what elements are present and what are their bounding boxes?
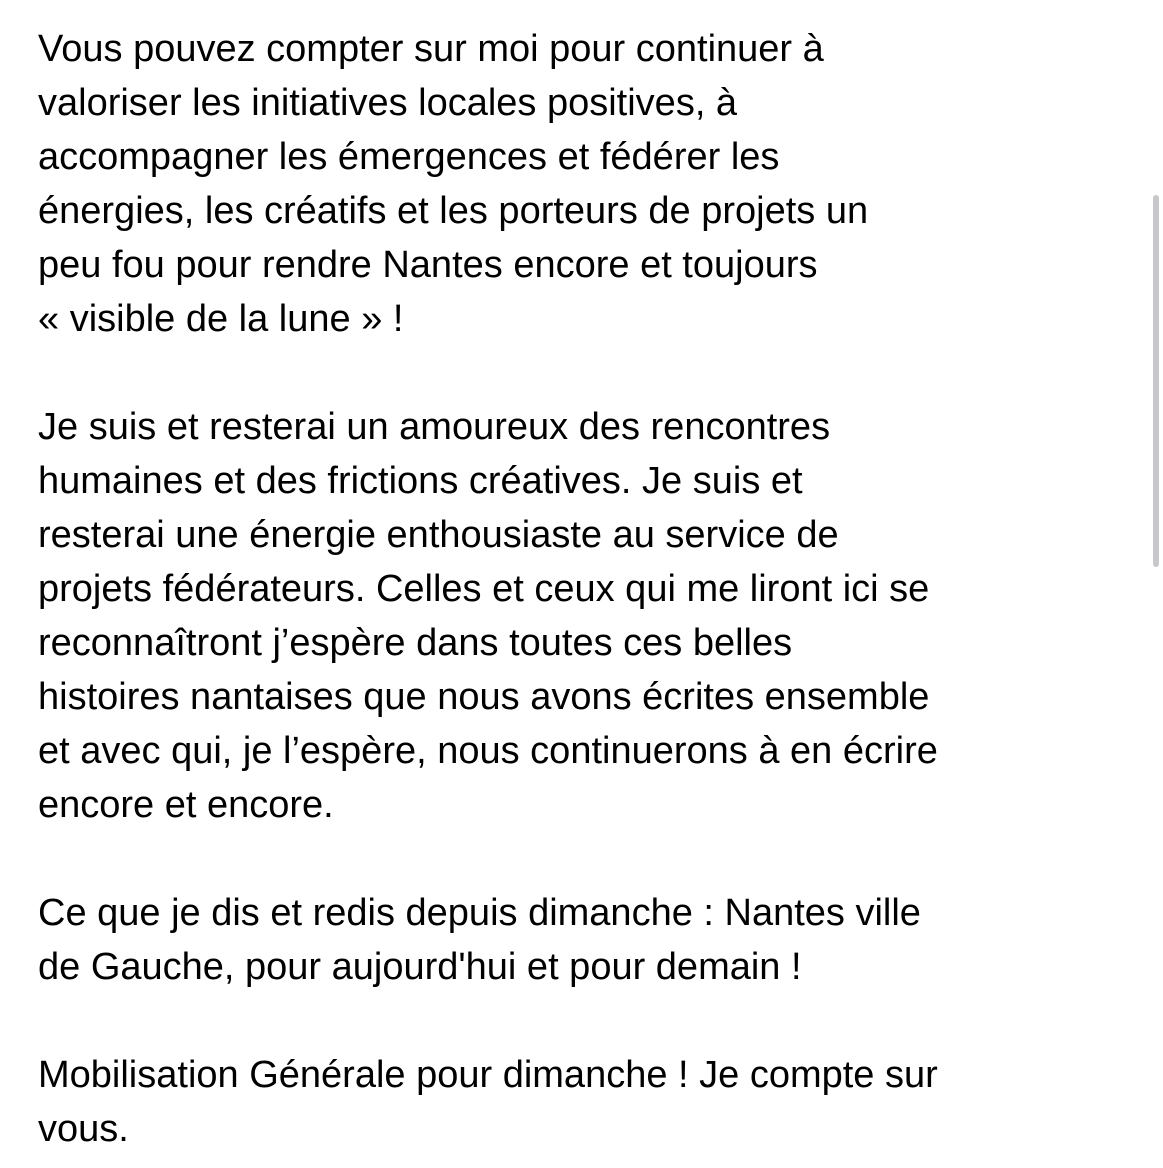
text-line: vous. — [38, 1108, 129, 1150]
text-line: resterai une énergie enthousiaste au service de — [38, 514, 839, 556]
text-line: de Gauche, pour aujourd'hui et pour demain ! — [38, 946, 802, 988]
text-line: Vous pouvez compter sur moi pour continuer à — [38, 28, 824, 70]
text-line: Je suis et resterai un amoureux des rencontres — [38, 406, 831, 448]
text-line: Ce que je dis et redis depuis dimanche : Nantes ville — [38, 892, 921, 934]
text-line: projets fédérateurs. Celles et ceux qui me liront ici se — [38, 568, 930, 610]
document-body — [38, 22, 1138, 1156]
text-line: encore et encore. — [38, 784, 334, 826]
text-line: humaines et des frictions créatives. Je suis et — [38, 460, 803, 502]
paragraph-1 — [38, 22, 1138, 346]
text-line: histoires nantaises que nous avons écrites ensemble — [38, 676, 930, 718]
paragraph-3 — [38, 886, 1138, 994]
text-line: accompagner les émergences et fédérer les — [38, 136, 780, 178]
text-line: reconnaîtront j’espère dans toutes ces belles — [38, 622, 793, 664]
text-line: valoriser les initiatives locales positives, à — [38, 82, 738, 124]
text-line: Mobilisation Générale pour dimanche ! Je compte sur — [38, 1054, 938, 1096]
paragraph-4 — [38, 1048, 1138, 1156]
text-line: énergies, les créatifs et les porteurs de projets un — [38, 190, 869, 232]
text-line: peu fou pour rendre Nantes encore et toujours — [38, 244, 818, 286]
vertical-scrollbar[interactable] — [1153, 195, 1159, 567]
paragraph-2 — [38, 400, 1138, 832]
text-line: « visible de la lune » ! — [38, 298, 404, 340]
text-line: et avec qui, je l’espère, nous continuerons à en écrire — [38, 730, 938, 772]
